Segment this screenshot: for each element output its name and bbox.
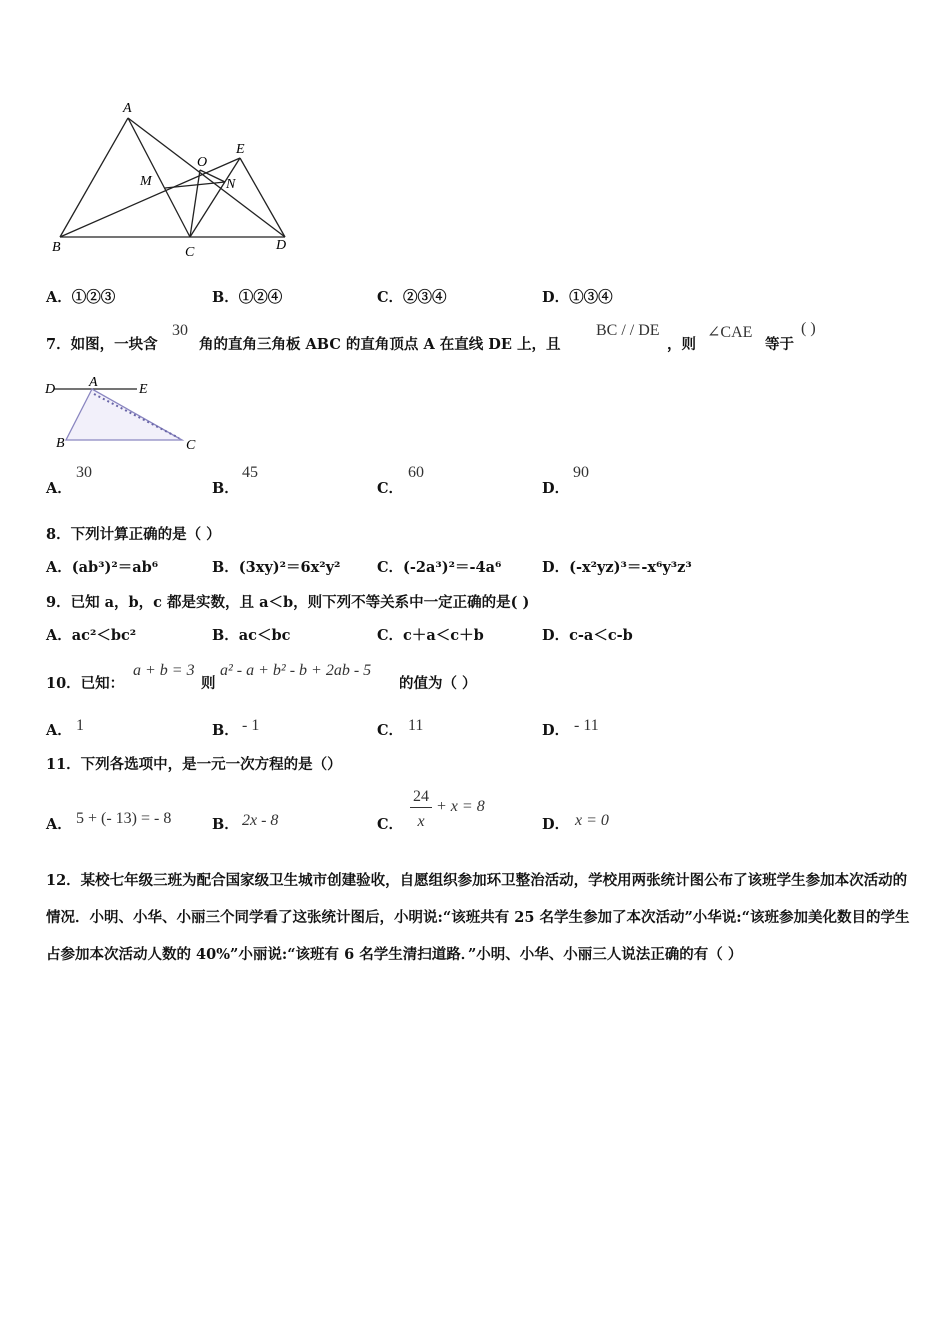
q7-parallel: BC / / DE — [596, 322, 660, 339]
q10-option-d-letter[interactable]: D． — [542, 722, 570, 739]
q7-option-b-value: 45 — [242, 464, 258, 481]
fig7-label-A: A — [89, 375, 98, 390]
q8-option-c[interactable] — [377, 556, 501, 577]
q10-option-b-letter[interactable]: B． — [212, 722, 239, 739]
label-B: B — [52, 240, 61, 255]
q9-option-d[interactable] — [542, 624, 633, 645]
label-N: N — [226, 177, 236, 192]
q9-option-b[interactable] — [212, 624, 290, 645]
option-letter: A． — [46, 627, 72, 644]
option-letter: A． — [46, 559, 72, 576]
option-text: ②③④ — [403, 289, 447, 306]
q7-option-c-letter[interactable]: C． — [377, 480, 404, 497]
q7-option-a-letter[interactable]: A． — [46, 480, 72, 497]
q10-option-c-value: 11 — [408, 717, 424, 734]
option-letter: A． — [46, 289, 72, 306]
option-text: (-2a³)²＝-4a⁶ — [403, 559, 502, 576]
option-letter: D． — [542, 559, 570, 576]
q6-option-b[interactable] — [212, 286, 282, 307]
q11-option-d-value: x = 0 — [575, 812, 609, 829]
option-letter: B． — [212, 289, 239, 306]
label-D: D — [276, 238, 287, 253]
option-text: c＋a＜c＋b — [403, 627, 484, 644]
q6-option-d[interactable] — [542, 286, 613, 307]
option-text: c-a＜c-b — [569, 627, 633, 644]
option-text: ac＜bc — [238, 627, 291, 644]
q8-option-d[interactable] — [542, 556, 692, 577]
triangle-figure-q7 — [42, 372, 212, 457]
q10-condition: a + b = 3 — [133, 662, 195, 679]
q6-option-a[interactable] — [46, 286, 115, 307]
q10-option-a-value: 1 — [76, 717, 84, 734]
q10-then: 则 — [201, 675, 216, 692]
option-text: (3xy)²＝6x²y² — [238, 559, 341, 576]
q7-option-b-letter[interactable]: B． — [212, 480, 239, 497]
q11-stem: 11．下列各选项中，是一元一次方程的是（） — [46, 756, 342, 773]
q8-option-a[interactable] — [46, 556, 158, 577]
q11-option-a-letter[interactable]: A． — [46, 816, 72, 833]
q7-angle: 30 — [172, 322, 188, 339]
label-C: C — [185, 245, 195, 260]
option-text: ①②③ — [71, 289, 116, 306]
option-letter: D． — [542, 289, 570, 306]
q10-prefix: 10．已知： — [46, 675, 125, 692]
q8-option-b[interactable] — [212, 556, 340, 577]
q9-stem: 9．已知 a，b，c 都是实数，且 a＜b，则下列不等关系中一定正确的是( ) — [46, 594, 530, 611]
option-letter: D． — [542, 627, 570, 644]
q7-prefix: 7．如图，一块含 — [46, 336, 158, 353]
q11-option-c-numerator: 24 — [410, 787, 432, 808]
option-letter: B． — [212, 559, 239, 576]
q7-answer-paren: ( ) — [801, 320, 816, 337]
q11-option-c-letter[interactable]: C． — [377, 816, 404, 833]
fig7-label-B: B — [56, 436, 65, 451]
q6-option-c[interactable] — [377, 286, 447, 307]
q7-option-d-value: 90 — [573, 464, 589, 481]
q9-option-a[interactable] — [46, 624, 136, 645]
fig7-label-D: D — [45, 382, 56, 397]
label-A: A — [123, 101, 132, 116]
option-text: (ab³)²＝ab⁶ — [71, 559, 159, 576]
q11-option-b-value: 2x - 8 — [242, 812, 279, 829]
q7-mid: 角的直角三角板 ABC 的直角顶点 A 在直线 DE 上，且 — [199, 336, 561, 353]
q11-option-a-value: 5 + (- 13) = - 8 — [76, 810, 172, 827]
q7-option-a-value: 30 — [76, 464, 92, 481]
q11-option-d-letter[interactable]: D． — [542, 816, 570, 833]
option-letter: C． — [377, 559, 404, 576]
q11-option-c-rest: + x = 8 — [436, 798, 485, 815]
label-E: E — [236, 142, 245, 157]
q11-option-c-denominator: x — [417, 813, 425, 830]
q7-then: ，则 — [667, 336, 696, 353]
q8-stem: 8．下列计算正确的是（ ） — [46, 526, 221, 543]
q10-option-b-value: - 1 — [242, 717, 260, 734]
option-letter: C． — [377, 627, 404, 644]
option-letter: C． — [377, 289, 404, 306]
q10-option-d-value: - 11 — [574, 717, 599, 734]
option-text: (-x²yz)³＝-x⁶y³z³ — [569, 559, 692, 576]
label-O: O — [197, 155, 208, 170]
q11-option-b-letter[interactable]: B． — [212, 816, 239, 833]
q7-option-d-letter[interactable]: D． — [542, 480, 570, 497]
q10-option-c-letter[interactable]: C． — [377, 722, 404, 739]
q10-suffix: 的值为（ ） — [399, 675, 477, 692]
label-M: M — [140, 174, 152, 189]
option-text: ①③④ — [569, 289, 613, 306]
geometry-figure-q6 — [40, 95, 300, 265]
q7-angle-name: ∠CAE — [707, 324, 753, 341]
q7-suffix: 等于 — [765, 336, 794, 353]
option-text: ac²＜bc² — [71, 627, 137, 644]
q10-expression: a² - a + b² - b + 2ab - 5 — [220, 662, 372, 679]
option-letter: B． — [212, 627, 239, 644]
fig7-label-E: E — [139, 382, 148, 397]
q10-option-a-letter[interactable]: A． — [46, 722, 72, 739]
q7-option-c-value: 60 — [408, 464, 424, 481]
q12-paragraph: 12．某校七年级三班为配合国家级卫生城市创建验收，自愿组织参加环卫整治活动，学校用两张统计图公布了该班学生参加本次活动的情况．小明、小华、小丽三个同学看了这张统计图后，小明说:“该班共有 25 名学生参加了本次活动”小华说:“该班参加美化数目的学生占参加本次活动人数的 40%”小丽说:“该班有 6 名学生清扫道路．”小明、小华、小丽三人说法正确的有（ ） — [46, 872, 910, 963]
option-text: ①②④ — [238, 289, 283, 306]
fig7-label-C: C — [186, 438, 196, 453]
q9-option-c[interactable] — [377, 624, 484, 645]
